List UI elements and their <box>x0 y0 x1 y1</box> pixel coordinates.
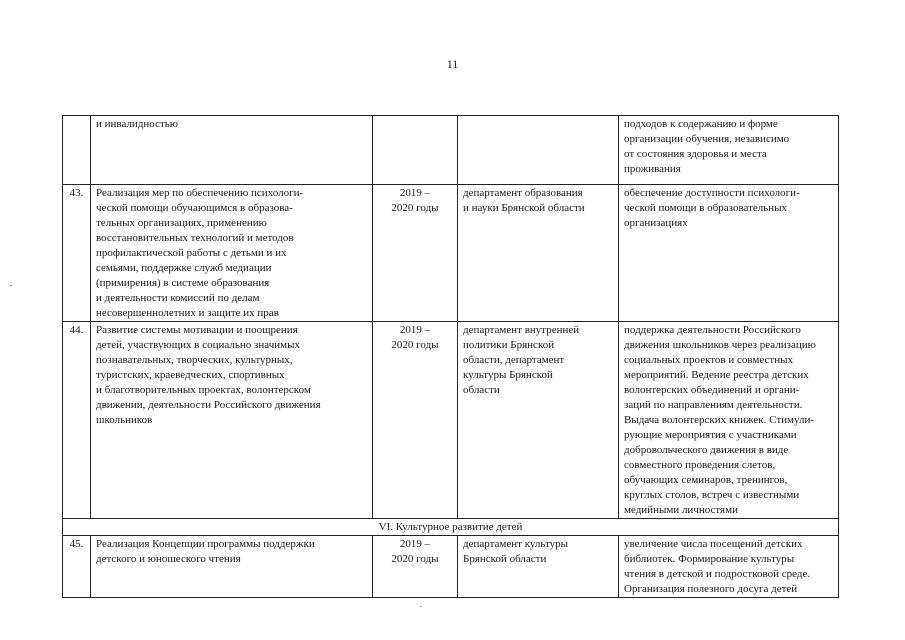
cell-text-line: области <box>463 384 500 396</box>
cell-text-line: семьями, поддержке служб медиации <box>96 262 272 274</box>
executor-cell <box>458 185 619 322</box>
row-number-cell: 44. <box>63 322 91 519</box>
cell-text-line: и благотворительных проектах, волонтерском <box>96 384 311 396</box>
result-cell <box>619 116 839 185</box>
cell-text-line: познавательных, творческих, культурных, <box>96 354 293 366</box>
cell-text-line: Организация полезного досуга детей <box>624 583 798 595</box>
table-row <box>63 185 839 322</box>
cell-text-line: 2020 годы <box>391 202 439 214</box>
cell-text-line: Реализация Концепции программы поддержки <box>96 538 315 550</box>
cell-text-line: тельных организациях, применению <box>96 217 267 229</box>
row-number-cell: 43. <box>63 185 91 322</box>
row-number-cell <box>63 116 91 185</box>
result-cell <box>619 536 839 598</box>
cell-text-line: добровольческого движения в виде <box>624 444 789 456</box>
table-body <box>63 116 839 598</box>
cell-text-line: проживания <box>624 163 681 175</box>
cell-text-line: и науки Брянской области <box>463 202 585 214</box>
cell-text-line: организациях <box>624 217 688 229</box>
page-number: 11 <box>446 57 459 71</box>
cell-text-line: социальных проектов и совместных <box>624 354 793 366</box>
cell-text-line: департамент внутренней <box>463 324 580 336</box>
cell-text-line: области, департамент <box>463 354 565 366</box>
cell-text-line: обучающих семинаров, тренингов, <box>624 474 788 486</box>
cell-text-line: подходов к содержанию и форме <box>624 118 778 130</box>
cell-text-line: департамент образования <box>463 187 583 199</box>
scan-dot-mark <box>10 285 12 286</box>
cell-text-line: 2019 – <box>399 538 431 550</box>
cell-text-line: 2020 годы <box>391 553 439 565</box>
measure-cell <box>91 185 373 322</box>
period-cell <box>373 322 458 519</box>
result-cell <box>619 322 839 519</box>
measure-cell <box>91 322 373 519</box>
measure-cell <box>91 536 373 598</box>
cell-text-line: движения школьников через реализацию <box>624 339 816 351</box>
cell-text-line: библиотек. Формирование культуры <box>624 553 795 565</box>
cell-text-line: рующие мероприятия с участниками <box>624 429 797 441</box>
executor-cell <box>458 116 619 185</box>
cell-text-line: Выдача волонтерских книжек. Стимули- <box>624 414 815 426</box>
cell-text-line: туристских, краеведческих, спортивных <box>96 369 285 381</box>
period-cell <box>373 185 458 322</box>
executor-cell <box>458 322 619 519</box>
cell-text-line: совместного проведения слетов, <box>624 459 776 471</box>
cell-text-line: от состояния здоровья и места <box>624 148 767 160</box>
cell-text-line: ческой помощи обучающимся в образова- <box>96 202 293 214</box>
cell-text-line: мероприятий. Ведение реестра детских <box>624 369 809 381</box>
cell-text-line: 2019 – <box>399 187 431 199</box>
cell-text-line: заций по направлениям деятельности. <box>624 399 803 411</box>
cell-text-line: детей, участвующих в социально значимых <box>96 339 300 351</box>
cell-text-line: увеличение числа посещений детских <box>624 538 803 550</box>
cell-text-line: Брянской области <box>463 553 547 565</box>
cell-text-line: детского и юношеского чтения <box>96 553 241 565</box>
cell-text-line: 2019 – <box>399 324 431 336</box>
cell-text-line: движении, деятельности Российского движения <box>96 399 321 411</box>
period-cell <box>373 116 458 185</box>
cell-text-line: ческой помощи в образовательных <box>624 202 788 214</box>
cell-text-line: несовершеннолетних и защите их прав <box>96 307 279 319</box>
cell-text-line: поддержка деятельности Российского <box>624 324 801 336</box>
cell-text-line: департамент культуры <box>463 538 569 550</box>
row-number-cell: 45. <box>63 536 91 598</box>
executor-cell <box>458 536 619 598</box>
section-heading: VI. Культурное развитие детей <box>63 519 839 536</box>
cell-text-line: (примирения) в системе образования <box>96 277 270 289</box>
table-row <box>63 116 839 185</box>
cell-text-line: профилактической работы с детьми и их <box>96 247 287 259</box>
cell-text-line: организации обучения, независимо <box>624 133 790 145</box>
cell-text-line: политики Брянской <box>463 339 555 351</box>
cell-text-line: Реализация мер по обеспечению психологи- <box>96 187 304 199</box>
measures-table <box>62 115 839 598</box>
cell-text-line: круглых столов, встреч с известными <box>624 489 800 501</box>
section-heading-row <box>63 519 839 536</box>
scan-dot-mark <box>420 606 422 607</box>
cell-text-line: 2020 годы <box>391 339 439 351</box>
cell-text-line: культуры Брянской <box>463 369 553 381</box>
cell-text-line: обеспечение доступности психологи- <box>624 187 800 199</box>
cell-text-line: школьников <box>96 414 153 426</box>
cell-text-line: медийными личностями <box>624 504 738 516</box>
cell-text-line: Развитие системы мотивации и поощрения <box>96 324 298 336</box>
cell-text-line: и деятельности комиссий по делам <box>96 292 260 304</box>
cell-text-line: чтения в детской и подростковой среде. <box>624 568 811 580</box>
cell-text-line: восстановительных технологий и методов <box>96 232 294 244</box>
result-cell <box>619 185 839 322</box>
cell-text-line: волонтерских объединений и органи- <box>624 384 800 396</box>
measure-cell: и инвалидностью <box>91 116 373 185</box>
table-row <box>63 322 839 519</box>
table-row <box>63 536 839 598</box>
period-cell <box>373 536 458 598</box>
